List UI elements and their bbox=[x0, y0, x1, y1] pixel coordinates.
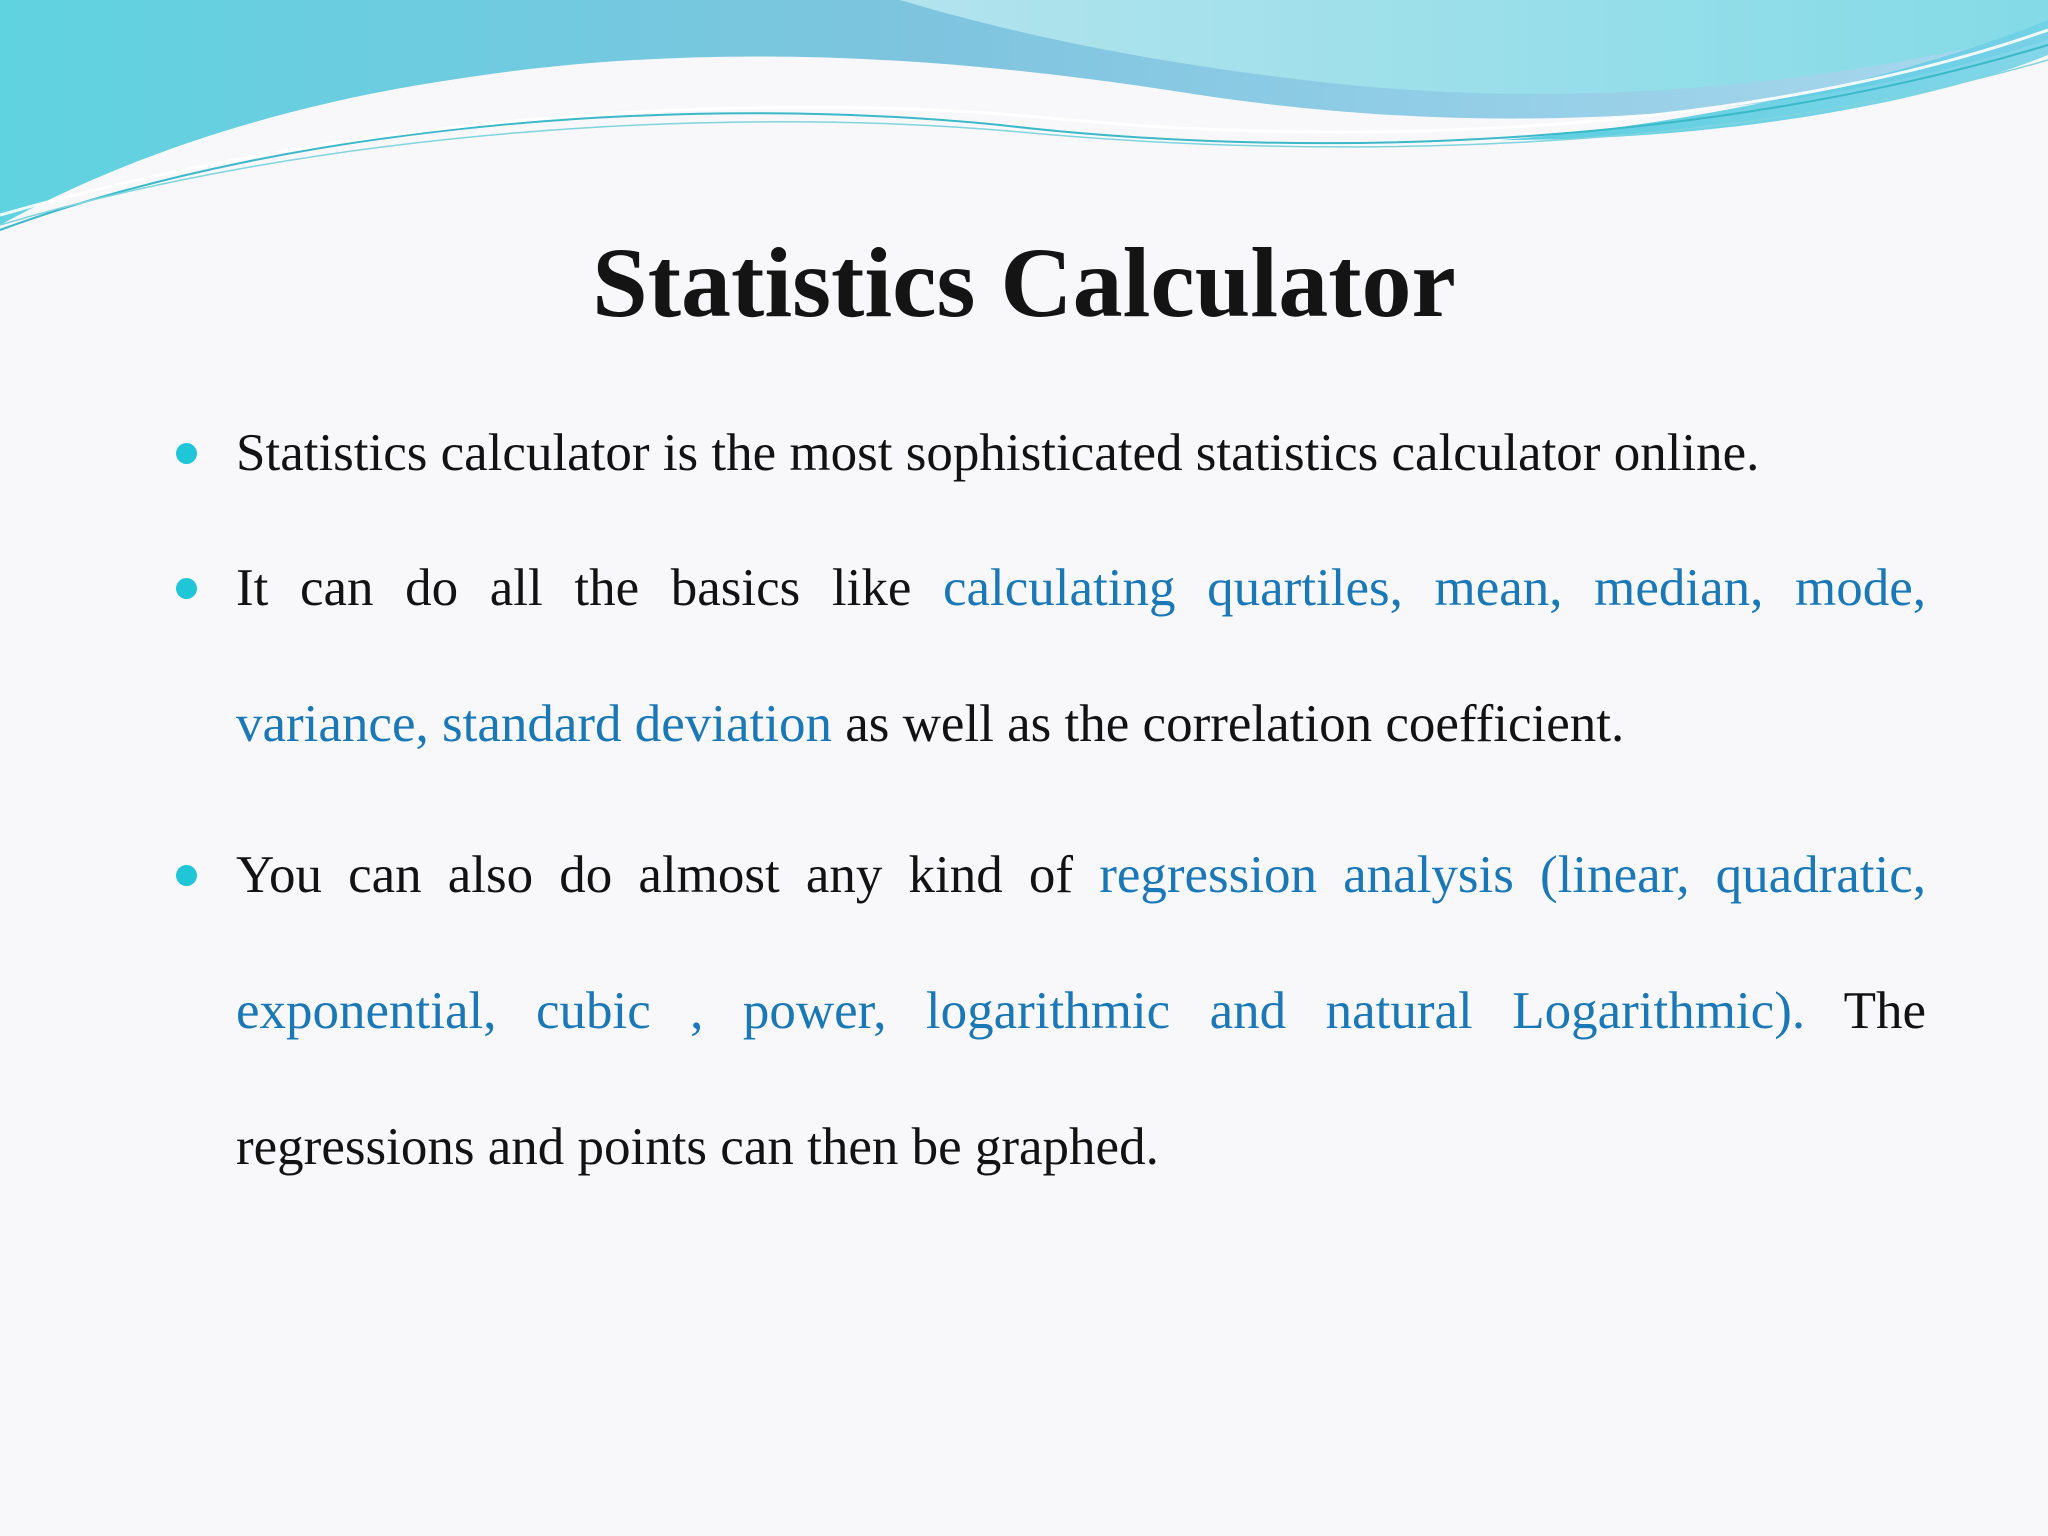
slide-title: Statistics Calculator bbox=[592, 227, 1456, 338]
header-wave-decoration bbox=[0, 0, 2048, 240]
bullet-dot-icon bbox=[176, 443, 197, 464]
bullet-text: It can do all the basics like bbox=[236, 559, 943, 617]
bullet-text: You can also do almost any kind of bbox=[236, 846, 1100, 904]
bullet-dot-icon bbox=[176, 578, 197, 599]
bullet-dot-icon bbox=[176, 865, 197, 886]
bullet-text: Statistics calculator is the most sophisticated statistics calculator online. bbox=[236, 424, 1760, 482]
bullet-highlight-text: regression analysis (linear, quadratic, exponential, cubic , power, logarithmic and natural Logarithmic). bbox=[236, 846, 1927, 1040]
bullet-text: The regressions and points can then be graphed. bbox=[236, 982, 1926, 1176]
bullet-item bbox=[176, 807, 1926, 1215]
bullet-highlight-text: calculating quartiles, mean, median, mode, variance, standard deviation bbox=[236, 559, 1926, 753]
bullet-item bbox=[176, 412, 1926, 494]
bullet-list bbox=[176, 412, 1926, 1215]
bullet-item bbox=[176, 520, 1926, 792]
bullet-text: as well as the correlation coefficient. bbox=[832, 695, 1625, 753]
